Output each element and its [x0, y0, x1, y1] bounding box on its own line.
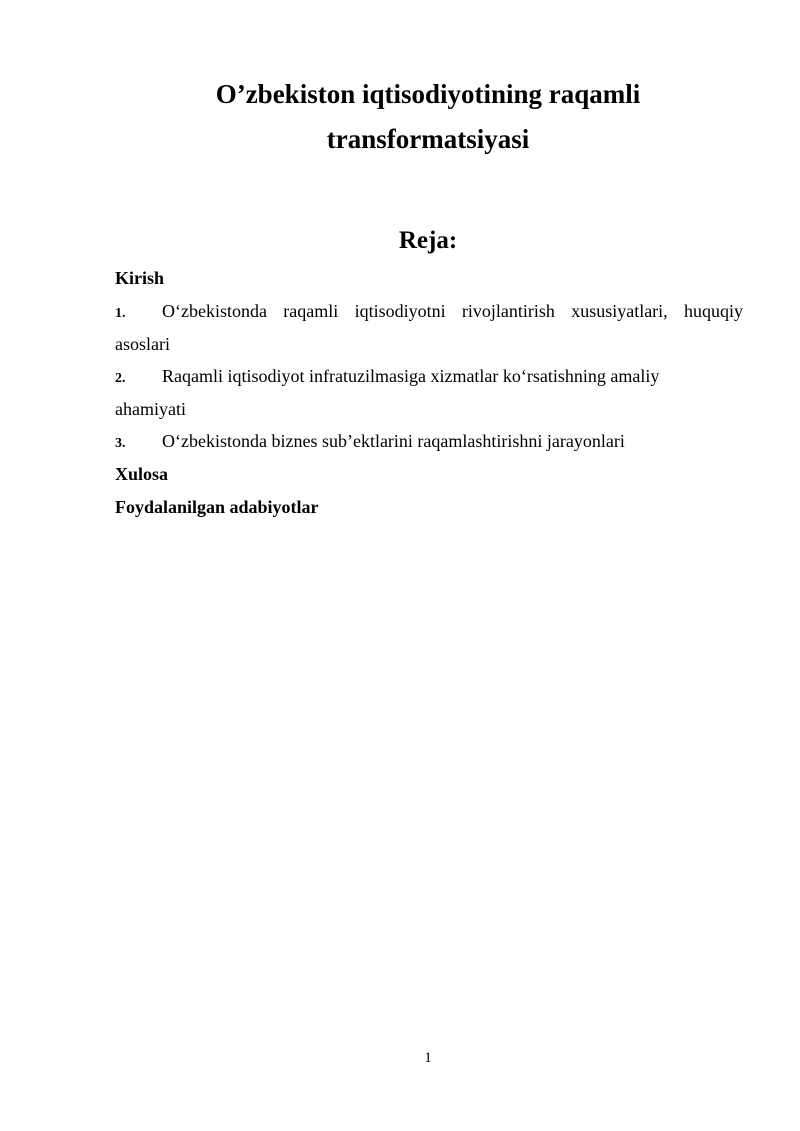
- toc-entry-number: 1.: [115, 306, 126, 321]
- toc-entry-introduction: Kirish: [115, 268, 165, 288]
- toc-entry-3: [115, 431, 743, 454]
- plan-heading: Reja:: [398, 227, 458, 254]
- toc-entry-text: Raqamli iqtisodiyot infratuzilmasiga xizmatlar ko‘rsatishning amaliy: [162, 366, 660, 386]
- toc-entry-number: 3.: [115, 436, 126, 451]
- document-title-line-1: O’zbekiston iqtisodiyotining raqamli: [215, 79, 641, 109]
- toc-entry-references: Foydalanilgan adabiyotlar: [115, 497, 319, 517]
- document-title-line-2: transformatsiyasi: [326, 124, 530, 154]
- toc-entry-conclusion: Xulosa: [115, 464, 169, 484]
- toc-entry-text: O‘zbekistonda raqamli iqtisodiyotni rivojlantirish xususiyatlari, huquqiy: [162, 301, 743, 321]
- toc-entry-2-continuation: ahamiyati: [115, 399, 186, 419]
- toc-entry-1: [115, 301, 743, 324]
- page-number: 1: [424, 1050, 432, 1066]
- toc-entry-1-continuation: asoslari: [115, 334, 170, 354]
- toc-entry-text: O‘zbekistonda biznes sub’ektlarini raqamlashtirishni jarayonlari: [162, 431, 625, 451]
- toc-entry-2: [115, 366, 743, 389]
- toc-entry-number: 2.: [115, 371, 126, 386]
